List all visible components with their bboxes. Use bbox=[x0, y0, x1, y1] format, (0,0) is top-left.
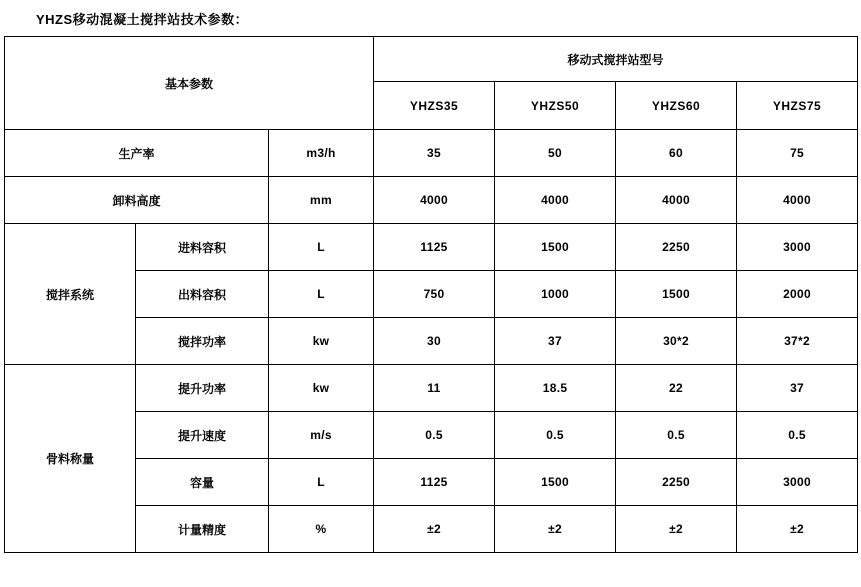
row-value-1: 1125 bbox=[374, 459, 495, 506]
row-value-2: 1500 bbox=[495, 459, 616, 506]
row-name: 提升速度 bbox=[136, 412, 269, 459]
row-name: 卸料高度 bbox=[5, 177, 269, 224]
row-value-3: 1500 bbox=[616, 271, 737, 318]
row-value-1: 750 bbox=[374, 271, 495, 318]
row-value-3: 30*2 bbox=[616, 318, 737, 365]
row-value-1: ±2 bbox=[374, 506, 495, 553]
page-title: YHZS移动混凝土搅拌站技术参数： bbox=[36, 12, 249, 27]
row-unit: L bbox=[269, 459, 374, 506]
row-value-1: 11 bbox=[374, 365, 495, 412]
row-value-1: 4000 bbox=[374, 177, 495, 224]
row-value-4: 37 bbox=[737, 365, 858, 412]
row-value-4: 2000 bbox=[737, 271, 858, 318]
table-row bbox=[5, 365, 858, 412]
row-value-2: 50 bbox=[495, 130, 616, 177]
row-value-1: 30 bbox=[374, 318, 495, 365]
row-unit: kw bbox=[269, 365, 374, 412]
table-row bbox=[5, 130, 858, 177]
table-row bbox=[5, 224, 858, 271]
header-model-3: YHZS60 bbox=[616, 82, 737, 130]
row-value-2: 0.5 bbox=[495, 412, 616, 459]
header-model-1: YHZS35 bbox=[374, 82, 495, 130]
row-unit: L bbox=[269, 224, 374, 271]
row-unit: m/s bbox=[269, 412, 374, 459]
row-value-3: 4000 bbox=[616, 177, 737, 224]
header-basic-params: 基本参数 bbox=[5, 37, 374, 130]
table-row bbox=[5, 177, 858, 224]
row-value-4: 3000 bbox=[737, 224, 858, 271]
header-model-2: YHZS50 bbox=[495, 82, 616, 130]
row-value-4: 3000 bbox=[737, 459, 858, 506]
row-unit: L bbox=[269, 271, 374, 318]
header-model-group: 移动式搅拌站型号 bbox=[374, 37, 858, 82]
row-group-label: 骨料称量 bbox=[5, 365, 136, 553]
row-value-3: ±2 bbox=[616, 506, 737, 553]
row-value-3: 22 bbox=[616, 365, 737, 412]
row-name: 生产率 bbox=[5, 130, 269, 177]
row-value-1: 35 bbox=[374, 130, 495, 177]
table-header-row-1 bbox=[5, 37, 858, 82]
row-value-4: 4000 bbox=[737, 177, 858, 224]
row-name: 出料容积 bbox=[136, 271, 269, 318]
row-value-3: 2250 bbox=[616, 459, 737, 506]
row-value-2: 4000 bbox=[495, 177, 616, 224]
row-value-2: ±2 bbox=[495, 506, 616, 553]
header-model-4: YHZS75 bbox=[737, 82, 858, 130]
row-name: 进料容积 bbox=[136, 224, 269, 271]
row-value-4: 37*2 bbox=[737, 318, 858, 365]
row-value-3: 60 bbox=[616, 130, 737, 177]
row-value-1: 0.5 bbox=[374, 412, 495, 459]
row-value-2: 1000 bbox=[495, 271, 616, 318]
row-name: 容量 bbox=[136, 459, 269, 506]
row-value-2: 1500 bbox=[495, 224, 616, 271]
row-unit: kw bbox=[269, 318, 374, 365]
row-name: 计量精度 bbox=[136, 506, 269, 553]
row-group-label: 搅拌系统 bbox=[5, 224, 136, 365]
row-value-2: 37 bbox=[495, 318, 616, 365]
row-value-3: 0.5 bbox=[616, 412, 737, 459]
row-value-4: 0.5 bbox=[737, 412, 858, 459]
row-value-1: 1125 bbox=[374, 224, 495, 271]
row-value-4: ±2 bbox=[737, 506, 858, 553]
row-value-3: 2250 bbox=[616, 224, 737, 271]
row-unit: mm bbox=[269, 177, 374, 224]
row-value-2: 18.5 bbox=[495, 365, 616, 412]
row-name: 搅拌功率 bbox=[136, 318, 269, 365]
row-value-4: 75 bbox=[737, 130, 858, 177]
row-unit: % bbox=[269, 506, 374, 553]
spec-table bbox=[4, 36, 858, 553]
row-name: 提升功率 bbox=[136, 365, 269, 412]
row-unit: m3/h bbox=[269, 130, 374, 177]
